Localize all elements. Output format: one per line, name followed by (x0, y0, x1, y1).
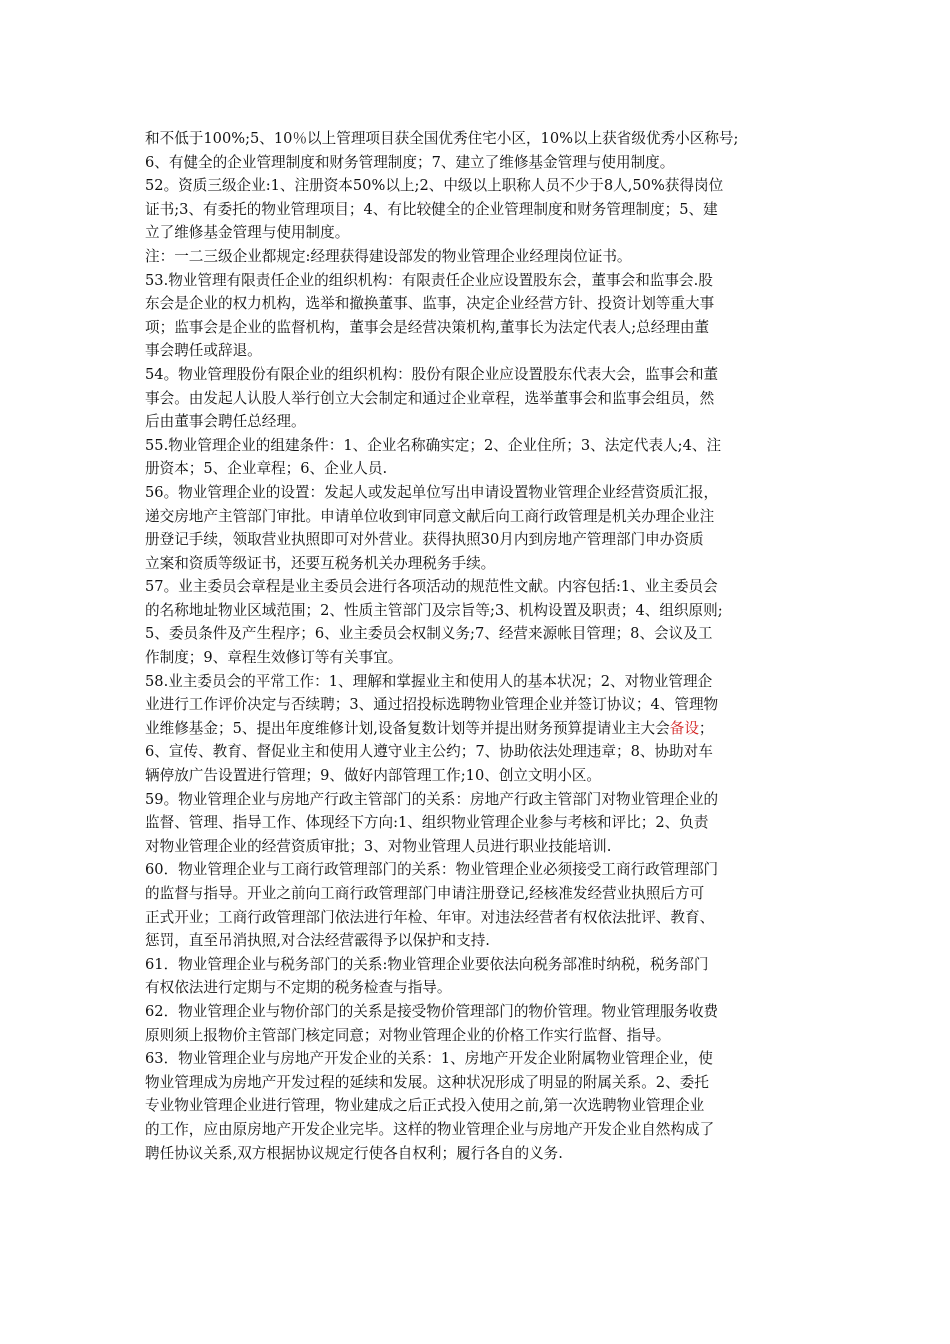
text-segment: ； (698, 719, 714, 737)
text-line: 事会聘任或辞退。 (145, 342, 262, 360)
text-line: 5、委员条件及产生程序；6、业主委员会权制义务;7、经营来源帐目管理；8、会议及工 (145, 625, 713, 643)
text-line: 6、有健全的企业管理制度和财务管理制度；7、建立了维修基金管理与使用制度。 (145, 153, 675, 171)
text-line: 业进行工作评价决定与否续聘；3、通过招投标选聘物业管理企业并签订协议；4、管理物 (145, 696, 719, 714)
text-line: 惩罚，直至吊消执照,对合法经营霰得予以保护和支持. (145, 932, 490, 950)
document-body (145, 127, 815, 1165)
text-line: 辆停放广告设置进行管理；9、做好内部管理工作;10、创立文明小区。 (145, 767, 601, 785)
text-line: 东会是企业的权力机构，选举和撤换董事、监事，决定企业经营方针、投资计划等重大事 (145, 295, 715, 313)
text-line: 聘任协议关系,双方根据协议规定行使各自权利；履行各自的义务. (145, 1144, 563, 1162)
text-line: 61．物业管理企业与税务部门的关系:物业管理企业要依法向税务部准时纳税，税务部门 (145, 955, 709, 973)
text-line: 62．物业管理企业与物价部门的关系是接受物价管理部门的物价管理。物业管理服务收费 (145, 1002, 719, 1020)
text-line: 注：一二三级企业都规定:经理获得建设部发的物业管理企业经理岗位证书。 (145, 247, 632, 265)
text-line: 正式开业；工商行政管理部门依法进行年检、年审。对违法经营者有权依法批评、教育、 (145, 908, 715, 926)
text-line: 60．物业管理企业与工商行政管理部门的关系：物业管理企业必须接受工商行政管理部门 (145, 861, 719, 879)
text-segment: 业维修基金；5、提出年度维修计划,设备复数计划等并提出财务预算提请业主大会 (145, 719, 670, 737)
text-line: 的工作，应由原房地产开发企业完毕。这样的物业管理企业与房地产开发企业自然构成了 (145, 1120, 715, 1138)
text-line: 事会。由发起人认股人举行创立大会制定和通过企业章程，选举董事会和监事会组员，然 (145, 389, 715, 407)
text-line: 58.业主委员会的平常工作：1、理解和掌握业主和使用人的基本状况；2、对物业管理企 (145, 672, 713, 690)
text-line: 递交房地产主管部门审批。申请单位收到审同意文献后向工商行政管理是机关办理企业注 (145, 507, 715, 525)
text-line: 的名称地址物业区域范围；2、性质主管部门及宗旨等;3、机构设置及职责；4、组织原则; (145, 601, 723, 619)
text-line: 的监督与指导。开业之前向工商行政管理部门申请注册登记,经核准发经营业执照后方可 (145, 885, 705, 902)
text-line: 53.物业管理有限责任企业的组织机构：有限责任企业应设置股东会，董事会和监事会.股 (145, 271, 713, 289)
text-line: 专业物业管理企业进行管理，物业建成之后正式投入使用之前,第一次选聘物业管理企业 (145, 1097, 705, 1115)
text-line: 项；监事会是企业的监督机构，董事会是经营决策机构,董事长为法定代表人;总经理由董 (145, 318, 710, 336)
text-line: 有权依法进行定期与不定期的税务检查与指导。 (145, 979, 452, 997)
text-line: 作制度；9、章程生效修订等有关事宜。 (145, 649, 403, 667)
text-line: 证书;3、有委托的物业管理项目；4、有比较健全的企业管理制度和财务管理制度；5、建 (145, 200, 718, 218)
text-line: 原则须上报物价主管部门核定同意；对物业管理企业的价格工作实行监督、指导。 (145, 1026, 671, 1044)
text-line: 54。物业管理股份有限企业的组织机构：股份有限企业应设置股东代表大会，监事会和董 (145, 365, 719, 383)
text-line: 63．物业管理企业与房地产开发企业的关系：1、房地产开发企业附属物业管理企业，使 (145, 1050, 713, 1068)
text-line: 后由董事会聘任总经理。 (145, 413, 306, 431)
text-line: 55.物业管理企业的组建条件：1、企业名称确实定；2、企业住所；3、法定代表人;4、注 (145, 436, 722, 454)
highlighted-text: 备设 (669, 719, 699, 737)
text-line: 59。物业管理企业与房地产行政主管部门的关系：房地产行政主管部门对物业管理企业的 (145, 790, 719, 808)
text-line: 56。物业管理企业的设置：发起人或发起单位写出申请设置物业管理企业经营资质汇报， (145, 483, 719, 501)
text-line: 和不低于100%;5、10％以上管理项目获全国优秀住宅小区，10%以上获省级优秀小区称号; (145, 130, 739, 147)
text-line-with-highlight (145, 717, 815, 741)
text-line: 6、宣传、教育、督促业主和使用人遵守业主公约；7、协助依法处理违章；8、协助对车 (145, 743, 713, 761)
text-line: 立了维修基金管理与使用制度。 (145, 224, 350, 242)
text-line: 物业管理成为房地产开发过程的延续和发展。这种状况形成了明显的附属关系。2、委托 (145, 1073, 709, 1091)
text-line: 对物业管理企业的经营资质审批；3、对物业管理人员进行职业技能培训. (145, 837, 612, 855)
text-line: 52。资质三级企业:1、注册资本50%以上;2、中级以上职称人员不少于8人,50%获得岗位 (145, 177, 724, 195)
text-line: 册资本；5、企业章程；6、企业人员. (145, 460, 388, 478)
text-line: 监督、管理、指导工作、体现经下方向:1、组织物业管理企业参与考核和评比；2、负责 (145, 814, 709, 832)
text-line: 立案和资质等级证书，还要互税务机关办理税务手续。 (145, 554, 496, 572)
text-line: 册登记手续，领取营业执照即可对外营业。获得执照30月内到房地产管理部门申办资质 (145, 531, 704, 549)
text-line: 57。业主委员会章程是业主委员会进行各项活动的规范性文献。内容包括:1、业主委员会 (145, 578, 718, 596)
